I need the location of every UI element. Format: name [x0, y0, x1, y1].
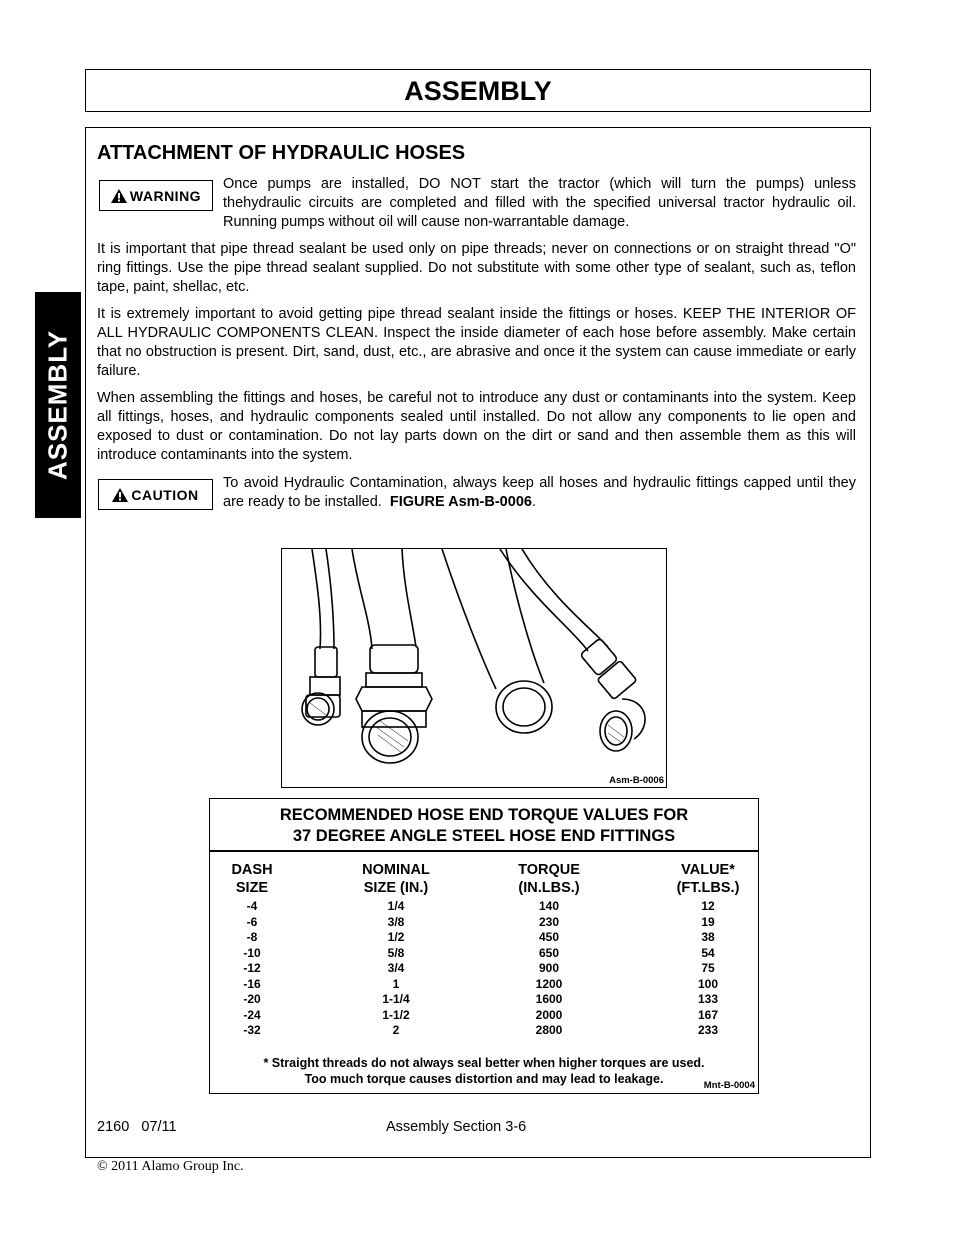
- column-header: [222, 861, 282, 899]
- table-cell: -16: [243, 976, 261, 991]
- column-dash-size: [222, 861, 282, 1039]
- caution-label: CAUTION: [131, 486, 199, 503]
- page-header: [85, 69, 871, 112]
- caution-triangle-icon: [112, 488, 128, 502]
- table-cell: 12: [701, 899, 715, 913]
- table-cell: 1200: [535, 976, 563, 991]
- table-cell: -4: [246, 899, 258, 913]
- table-cell: -24: [243, 1007, 261, 1022]
- table-cell: 75: [701, 961, 715, 975]
- column-header-line: VALUE*: [681, 862, 735, 878]
- torque-table: [209, 798, 759, 1094]
- caution-text: [223, 474, 856, 512]
- table-cell: 2800: [535, 1023, 563, 1037]
- column-header-line: DASH: [231, 862, 273, 878]
- column-header-line: TORQUE: [518, 862, 580, 878]
- table-cell: 3/4: [387, 961, 405, 975]
- column-values: [222, 899, 282, 1039]
- table-cell: 38: [701, 930, 715, 944]
- table-cell: -6: [246, 914, 258, 929]
- table-cell: 1-1/2: [382, 1007, 410, 1022]
- table-cell: 1/2: [387, 930, 405, 944]
- copyright: © 2011 Alamo Group Inc.: [97, 1159, 244, 1174]
- column-header-line: SIZE (IN.): [363, 880, 429, 896]
- column-values: [660, 899, 756, 1039]
- table-cell: 1600: [535, 992, 563, 1006]
- column-header: [660, 861, 756, 899]
- column-torque-in-lbs: [499, 861, 599, 1039]
- table-cell: 100: [697, 976, 719, 991]
- caution-end: .: [531, 494, 536, 510]
- torque-note-line1: * Straight threads do not always seal better when higher torques are used.: [263, 1056, 705, 1070]
- table-cell: 230: [538, 914, 560, 929]
- column-nominal-size: [346, 861, 446, 1039]
- paragraph-clean: It is extremely important to avoid getting pipe thread sealant inside the fittings or hoses. KEEP THE INTERIOR OF ALL HYDRAULIC COMPONENTS CLEAN. Inspect the inside diameter of each hose before assembly. Make certain that no obstruction is present. Dirt, sand, dust, etc., are abrasive and once it the system can cause immediate or early failure.: [97, 306, 856, 379]
- table-cell: 19: [701, 914, 715, 929]
- table-cell: 650: [538, 945, 560, 960]
- torque-note: [210, 1055, 758, 1087]
- table-cell: 2000: [535, 1007, 563, 1022]
- table-cell: 5/8: [387, 945, 405, 960]
- torque-note-line2: Too much torque causes distortion and may lead to leakage.: [304, 1072, 664, 1086]
- hydraulic-hoses-illustration: [282, 549, 666, 787]
- warning-triangle-icon: [111, 189, 127, 203]
- table-cell: -20: [243, 992, 261, 1006]
- column-header-line: (IN.LBS.): [518, 880, 580, 896]
- torque-title-line1: RECOMMENDED HOSE END TORQUE VALUES FOR: [279, 806, 689, 824]
- torque-table-title: [210, 805, 758, 847]
- column-header-line: (FT.LBS.): [676, 880, 740, 896]
- table-cell: 233: [697, 1023, 719, 1037]
- table-cell: -8: [246, 930, 258, 944]
- column-header: [346, 861, 446, 899]
- warning-label: WARNING: [129, 187, 202, 204]
- column-header-line: SIZE: [235, 880, 269, 896]
- table-cell: 1: [392, 976, 400, 991]
- table-cell: 2: [392, 1023, 400, 1037]
- column-header: [499, 861, 599, 899]
- column-value-ft-lbs: [660, 861, 756, 1039]
- table-code: Mnt-B-0004: [703, 1080, 755, 1091]
- table-cell: 140: [538, 899, 560, 913]
- torque-title-line2: 37 DEGREE ANGLE STEEL HOSE END FITTINGS: [292, 827, 676, 845]
- warning-text: Once pumps are installed, DO NOT start the tractor (which will turn the pumps) unless thehydraulic circuits are completed and filled with the specified universal tractor hydraulic oil. Running pumps without oil will cause non-warrantable damage.: [223, 176, 856, 230]
- table-cell: 1/4: [387, 899, 405, 913]
- table-cell: -12: [243, 961, 261, 975]
- table-cell: 1-1/4: [382, 992, 410, 1006]
- column-values: [346, 899, 446, 1039]
- table-cell: 54: [701, 945, 715, 960]
- header-title: ASSEMBLY: [404, 76, 552, 106]
- figure-label: Asm-B-0006: [609, 775, 664, 786]
- column-header-line: NOMINAL: [362, 862, 430, 878]
- caution-body: To avoid Hydraulic Contamination, always keep all hoses and hydraulic fittings capped until they are ready to be installed.: [223, 475, 856, 510]
- table-cell: 3/8: [387, 914, 405, 929]
- table-cell: 167: [697, 1007, 719, 1022]
- table-cell: -10: [243, 945, 261, 960]
- caution-figure-ref: FIGURE Asm-B-0006: [389, 494, 532, 510]
- footer-model-date: 2160 07/11: [97, 1119, 177, 1135]
- side-tab-label: ASSEMBLY: [42, 329, 73, 481]
- table-cell: 450: [538, 930, 560, 944]
- paragraph-sealant: It is important that pipe thread sealant be used only on pipe threads; never on connections or on straight thread "O" ring fittings. Use the pipe thread sealant supplied. Do not substitute with some other type of sealant, such as, teflon tape, paint, shellac, etc.: [97, 241, 856, 295]
- side-tab: [35, 292, 81, 518]
- warning-sign: [99, 180, 213, 211]
- table-cell: -32: [243, 1023, 261, 1037]
- section-title: ATTACHMENT OF HYDRAULIC HOSES: [97, 142, 466, 164]
- table-cell: 133: [697, 992, 719, 1006]
- paragraph-assembling: When assembling the fittings and hoses, be careful not to introduce any dust or contaminants into the system. Keep all fittings, hoses, and hydraulic components sealed until installed. Do not allow any components to lie open and exposed to dust or contamination. Do not lay parts down on the dirt or sand and then assemble them as this will introduce contaminants into the system.: [97, 390, 856, 463]
- table-divider: [210, 850, 758, 852]
- footer-section: Assembly Section 3-6: [386, 1119, 527, 1135]
- table-cell: 900: [538, 961, 560, 975]
- hose-figure: [281, 548, 667, 788]
- column-values: [499, 899, 599, 1039]
- caution-sign: [98, 479, 213, 510]
